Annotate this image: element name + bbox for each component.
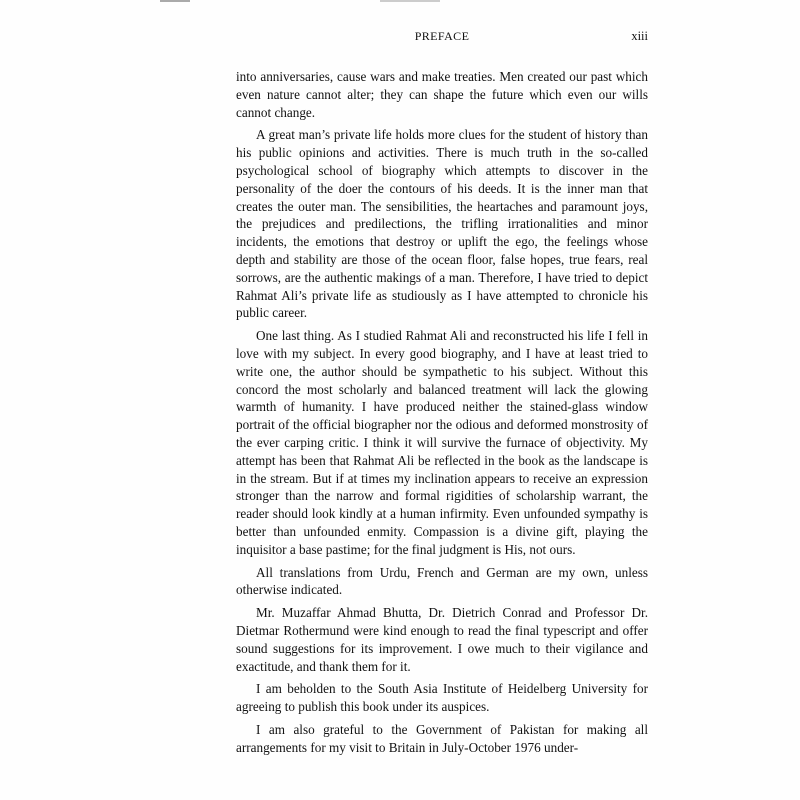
paragraph-continued: into anniversaries, cause wars and make treaties. Men created our past which even nature cannot alter; they can shape the future which even our wills cannot change. [236, 69, 648, 120]
body-text [236, 68, 648, 761]
paragraph-heidelberg-thanks: I am beholden to the South Asia Institute of Heidelberg University for agreeing to publish this book under its auspices. [236, 681, 648, 715]
paragraph-translations: All translations from Urdu, French and German are my own, unless otherwise indicated. [236, 564, 648, 598]
scan-edge-mark [160, 0, 580, 2]
paragraph-government-thanks: I am also grateful to the Government of Pakistan for making all arrangements for my visit to Britain in July-October 1976 under- [236, 721, 648, 755]
running-title: PREFACE [414, 29, 470, 43]
page-number: xiii [631, 29, 648, 43]
running-head [236, 28, 648, 46]
paragraph-private-life: A great man’s private life holds more clues for the student of history than his public opinions and activities. There is much truth in the so-called psychological school of biography which attempts to discover in the personality of the doer the contours of his deeds. It is the inner man that creates the outer man. The sensibilities, the heartaches and paramount joys, the prejudices and predilections, the trifling irrationalities and minor incidents, the emotions that destroy or uplift the ego, the feelings whose depth and stability are those of the ocean floor, false hopes, true fears, real sorrows, are the authentic makings of a man. Therefore, I have tried to depict Rahmat Ali’s private life as studiously as I have attempted to chronicle his public career. [236, 127, 648, 321]
paragraph-readers-thanks: Mr. Muzaffar Ahmad Bhutta, Dr. Dietrich Conrad and Professor Dr. Dietmar Rothermund were kind enough to read the final typescript and offer sound suggestions for its improvement. I owe much to their vigilance and exactitude, and thank them for it. [236, 605, 648, 674]
paragraph-one-last-thing: One last thing. As I studied Rahmat Ali and reconstructed his life I fell in love with my subject. In every good biography, and I have at least tried to write one, the author should be sympathetic to his subject. Without this concord the most scholarly and balanced treatment will lack the glowing warmth of humanity. I have produced neither the stained-glass window portrait of the official biographer nor the odious and deformed monstrosity of the ever carping critic. I think it will survive the furnace of objectivity. My attempt has been that Rahmat Ali be reflected in the book as the landscape is in the stream. But if at times my inclination appears to receive an expression stronger than the narrow and formal rigidities of scholarship warrant, the reader should look kindly at a human infirmity. Even unfounded sympathy is better than unfounded enmity. Compassion is a divine gift, playing the inquisitor a base pastime; for the final judgment is His, not ours. [236, 328, 648, 557]
